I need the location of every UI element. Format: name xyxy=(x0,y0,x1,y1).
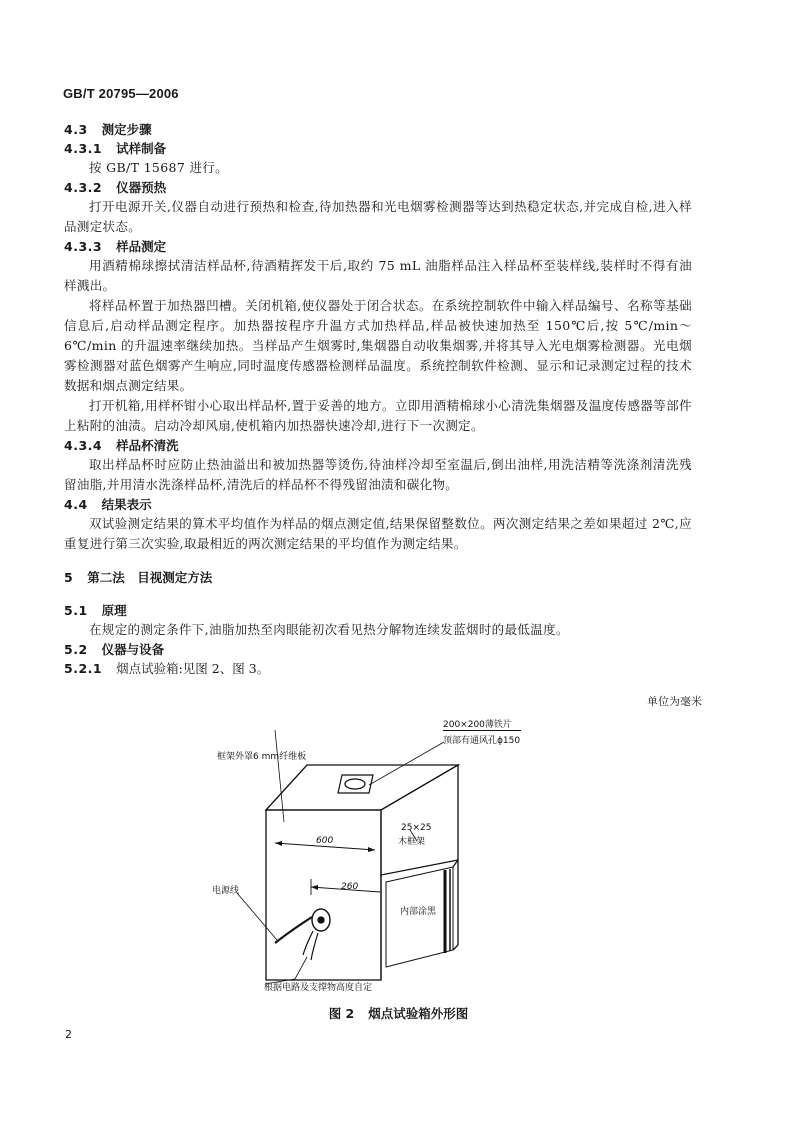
label-power: 电源线 xyxy=(212,886,240,896)
power-cable xyxy=(275,917,312,943)
units-note: 单位为毫米 xyxy=(647,695,702,708)
paragraph-4-3-2: 打开电源开关,仪器自动进行预热和检查,待加热器和光电烟雾检测器等达到热稳定状态,并完成自检,进入样品测定状态。 xyxy=(64,199,692,234)
vent-hole xyxy=(345,779,365,789)
heading-4-3-1: 4.3.1 试样制备 xyxy=(64,141,167,156)
item-5-2-1: 5.2.1 烟点试验箱:见图 2、图 3。 xyxy=(64,661,270,676)
label-wood-size: 25×25 xyxy=(401,823,432,833)
label-dim-260: 260 xyxy=(341,882,359,892)
paragraph-5-1: 在规定的测定条件下,油脂加热至肉眼能初次看见热分解物连续发蓝烟时的最低温度。 xyxy=(89,622,569,637)
figure-caption: 图 2 烟点试验箱外形图 xyxy=(328,1006,469,1021)
paragraph-4-4: 双试验测定结果的算术平均值作为样品的烟点测定值,结果保留整数位。两次测定结果之差如果超过 2℃,应重复进行第三次实验,取最相近的两次测定结果的平均值作为测定结果。 xyxy=(64,516,692,551)
label-wood-frame: 木框架 xyxy=(398,837,426,847)
body-content xyxy=(64,120,692,678)
label-inside: 内部涂黑 xyxy=(400,907,437,917)
heading-4-3-2: 4.3.2 仪器预热 xyxy=(64,180,167,195)
label-dim-600: 600 xyxy=(316,836,334,846)
paragraph-4-3-3-a: 用酒精棉球擦拭清洁样品杯,待酒精挥发干后,取约 75 mL 油脂样品注入样品杯至装样线,装样时不得有油样溅出。 xyxy=(64,258,692,293)
standard-code: GB/T 20795—2006 xyxy=(63,86,179,101)
label-frame: 框架外罩6 mm纤维板 xyxy=(217,752,307,762)
heading-4-3-3: 4.3.3 样品测定 xyxy=(64,239,167,254)
paragraph-4-3-3-b: 将样品杯置于加热器凹槽。关闭机箱,使仪器处于闭合状态。在系统控制软件中输入样品编号、名称等基础信息后,启动样品测定程序。加热器按程序升温方式加热样品,样品被快速加热至 150℃后,按 5℃/min～6℃/min 的升温速率继续加热。当样品产生烟雾时,集烟器自动收集烟雾,并将其导入光电烟雾检测器。光电烟雾检测器对蓝色烟雾产生响应,同时温度传感器检测样品温度。系统控制软件检测、显示和记录测定过程的技术数据和烟点测定结果。 xyxy=(64,298,692,393)
heading-5: 5 第二法 目视测定方法 xyxy=(64,570,213,585)
page-number: 2 xyxy=(65,1028,72,1041)
heading-5-2: 5.2 仪器与设备 xyxy=(64,642,165,657)
paragraph-4-3-3-c: 打开机箱,用样杯钳小心取出样品杯,置于妥善的地方。立即用酒精棉球小心清洗集烟器及温度传感器等部件上粘附的油渍。启动冷却风扇,使机箱内加热器快速冷却,进行下一次测定。 xyxy=(64,398,692,433)
top-plate xyxy=(338,775,373,793)
label-plate: 200×200薄铁片 xyxy=(443,720,512,730)
heading-4-3-4: 4.3.4 样品杯清洗 xyxy=(64,438,179,453)
heading-4-3: 4.3 测定步骤 xyxy=(64,122,152,137)
label-vent: 顶部有通风孔ϕ150 xyxy=(443,736,521,746)
box-side-face xyxy=(381,765,458,875)
paragraph-4-3-4: 取出样品杯时应防止热油溢出和被加热器等烫伤,待油样冷却至室温后,倒出油样,用洗洁精等洗涤剂清洗残留油脂,并用清水洗涤样品杯,清洗后的样品杯不得残留油渍和碳化物。 xyxy=(64,457,692,492)
heading-5-1: 5.1 原理 xyxy=(64,603,127,618)
heading-4-4: 4.4 结果表示 xyxy=(64,497,152,512)
paragraph-4-3-1: 按 GB/T 15687 进行。 xyxy=(89,160,229,175)
figure-smoke-box xyxy=(195,705,695,1005)
label-support: 根据电路及支撑物高度自定 xyxy=(264,983,373,993)
